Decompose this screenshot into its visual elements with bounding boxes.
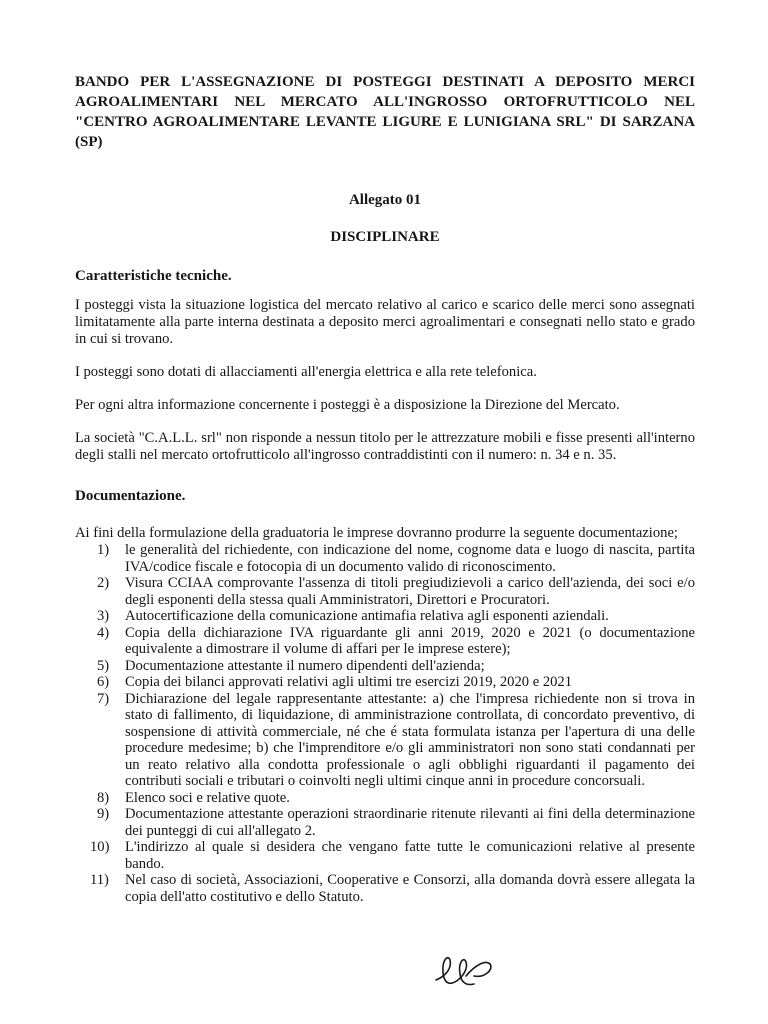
disciplinare-heading: DISCIPLINARE bbox=[330, 229, 440, 245]
list-item-number: 5) bbox=[97, 657, 110, 674]
tech-paragraph: I posteggi sono dotati di allacciamenti all'energia elettrica e alla rete telefonica. bbox=[75, 364, 537, 380]
list-item-number: 1) bbox=[97, 542, 110, 558]
list-item bbox=[75, 691, 695, 790]
list-item bbox=[75, 872, 695, 905]
list-item-number: 7) bbox=[97, 690, 110, 707]
list-item bbox=[75, 608, 695, 625]
list-item-text: Documentazione attestante operazioni straordinarie ritenute rilevanti ai fini della determinazione dei punteggi di cui all'allegato 2. bbox=[125, 806, 695, 839]
list-item bbox=[75, 790, 695, 807]
list-item-text: Nel caso di società, Associazioni, Cooperative e Consorzi, alla domanda dovrà essere allegata la copia dell'atto costitutivo e dello Statuto. bbox=[125, 872, 695, 905]
title-line: (SP) bbox=[75, 134, 103, 150]
list-item-text: Copia dei bilanci approvati relativi agli ultimi tre esercizi 2019, 2020 e 2021 bbox=[125, 674, 573, 690]
list-item bbox=[75, 625, 695, 658]
list-item bbox=[75, 674, 695, 691]
title-line: BANDO PER L'ASSEGNAZIONE DI POSTEGGI DESTINATI A DEPOSITO MERCI bbox=[75, 74, 695, 90]
document-title bbox=[75, 72, 695, 152]
list-item-number: 8) bbox=[97, 789, 110, 806]
list-item-number: 2) bbox=[97, 575, 110, 591]
list-item-text: Autocertificazione della comunicazione antimafia relativa agli esponenti aziendali. bbox=[125, 608, 609, 624]
tech-section-heading: Caratteristiche tecniche. bbox=[75, 268, 232, 284]
docs-section-heading: Documentazione. bbox=[75, 488, 186, 504]
allegato-heading: Allegato 01 bbox=[348, 192, 422, 208]
list-item-number: 10) bbox=[90, 839, 110, 855]
list-item-text: le generalità del richiedente, con indicazione del nome, cognome data e luogo di nascita, partita IVA/codice fiscale e fotocopia di un documento valido di riconoscimento. bbox=[125, 542, 695, 575]
list-item bbox=[75, 839, 695, 872]
list-item-number: 9) bbox=[97, 806, 110, 822]
title-line: "CENTRO AGROALIMENTARE LEVANTE LIGURE E LUNIGIANA SRL" DI SARZANA bbox=[75, 114, 695, 130]
docs-intro: Ai fini della formulazione della graduatoria le imprese dovranno produrre la seguente documentazione; bbox=[75, 525, 678, 541]
list-item bbox=[75, 575, 695, 608]
list-item-text: Visura CCIAA comprovante l'assenza di titoli pregiudizievoli a carico dell'azienda, dei soci e/o degli esponenti della stessa quali Amministratori, Direttori e Procuratori. bbox=[125, 575, 695, 608]
list-item bbox=[75, 542, 695, 575]
document-page bbox=[75, 72, 695, 905]
tech-paragraph: La società "C.A.L.L. srl" non risponde a nessun titolo per le attrezzature mobili e fisse presenti all'interno degli stalli nel mercato ortofrutticolo all'ingrosso contraddistinti con il numero: n. 34 e n. 35. bbox=[75, 430, 695, 463]
list-item-text: L'indirizzo al quale si desidera che vengano fatte tutte le comunicazioni relative al presente bando. bbox=[125, 839, 695, 872]
list-item-number: 4) bbox=[97, 624, 110, 641]
list-item-text: Elenco soci e relative quote. bbox=[125, 789, 290, 806]
list-item-number: 6) bbox=[97, 674, 110, 690]
list-item-text: Documentazione attestante il numero dipendenti dell'azienda; bbox=[125, 657, 485, 674]
list-item-number: 11) bbox=[90, 872, 109, 888]
tech-paragraph: I posteggi vista la situazione logistica del mercato relativo al carico e scarico delle merci sono assegnati limitatamente alla parte interna destinata a deposito merci agroalimentari e consegnati nello stato e grado in cui si trovano. bbox=[75, 297, 695, 347]
handwritten-initials-signature bbox=[430, 950, 510, 1000]
list-item bbox=[75, 658, 695, 675]
documentation-list bbox=[75, 542, 695, 905]
list-item-text: Dichiarazione del legale rappresentante attestante: a) che l'impresa richiedente non si trova in stato di fallimento, di liquidazione, di amministrazione controllata, di concordato preventivo, di sospensione di attività commerciale, né che é stata formulata istanza per l'apertura di una delle procedure medesime; b) che l'imprenditore e/o gli amministratori non sono stati condannati per un reato relativo alla condotta professionale o agli obblighi riguardanti il pagamento dei contributi sociali e tributari o coinvolti negli ultimi cinque anni in procedure concorsuali. bbox=[125, 690, 695, 789]
title-line: AGROALIMENTARI NEL MERCATO ALL'INGROSSO ORTOFRUTTICOLO NEL bbox=[75, 94, 695, 110]
tech-paragraph: Per ogni altra informazione concernente i posteggi è a disposizione la Direzione del Mercato. bbox=[75, 397, 620, 413]
list-item bbox=[75, 806, 695, 839]
list-item-text: Copia della dichiarazione IVA riguardante gli anni 2019, 2020 e 2021 (o documentazione equivalente a dimostrare il volume di affari per le imprese estere); bbox=[125, 624, 695, 657]
list-item-number: 3) bbox=[97, 608, 110, 624]
